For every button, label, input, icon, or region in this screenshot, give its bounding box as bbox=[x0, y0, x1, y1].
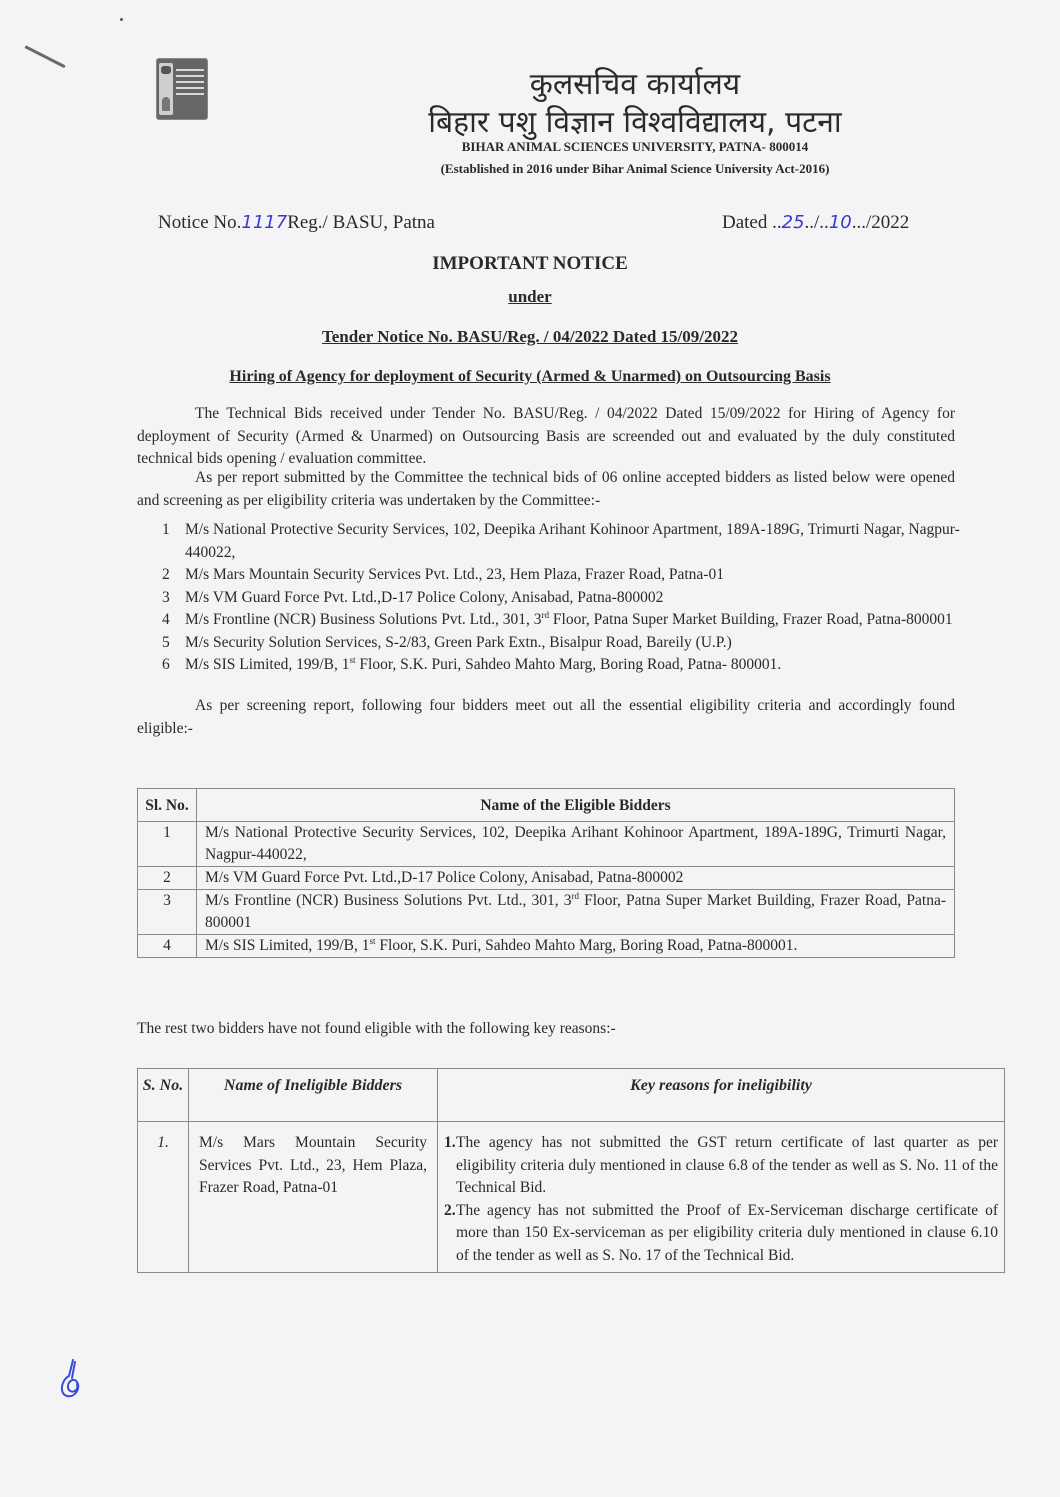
hindi-university-name: बिहार पशु विज्ञान विश्वविद्यालय, पटना bbox=[428, 105, 842, 140]
ineligible-bidders-table bbox=[137, 1068, 1005, 1273]
paragraph-committee-report: As per report submitted by the Committee the technical bids of 06 online accepted bidders as listed below were opened and screening as per eligibility criteria was undertaken by the Committee:- bbox=[137, 469, 955, 509]
establishment-note: (Established in 2016 under Bihar Animal Science University Act-2016) bbox=[440, 161, 830, 176]
important-notice-heading: IMPORTANT NOTICE bbox=[432, 253, 628, 274]
paragraph-screening-report: As per screening report, following four bidders meet out all the essential eligibility criteria and accordingly found eligible:- bbox=[137, 697, 955, 737]
reason-item: 2. The agency has not submitted the Proof of Ex-Serviceman discharge certificate of more than 150 Ex-serviceman as per eligibility criteria duly mentioned in clause 6.10 of the tender as well as S. No. 17 of the Technical Bid. bbox=[444, 1201, 998, 1264]
column-header-reasons: Key reasons for ineligibility bbox=[438, 1069, 1005, 1122]
list-item: 2 M/s Mars Mountain Security Services Pvt. Ltd., 23, Hem Plaza, Frazer Road, Patna-01 bbox=[162, 566, 724, 583]
reasons-cell bbox=[438, 1122, 1005, 1273]
handwritten-day: 25 bbox=[781, 212, 805, 233]
signature-initials bbox=[55, 1358, 85, 1402]
paragraph-technical-bids: The Technical Bids received under Tender No. BASU/Reg. / 04/2022 Dated 15/09/2022 for Hiring of Agency for deployment of Security (Armed & Unarmed) on Outsourcing Basis are screended out and evaluated by the duly constituted technical bids opening / evaluation committee. bbox=[137, 405, 955, 467]
eligible-bidders-table bbox=[137, 788, 955, 958]
table-row: 4 M/s SIS Limited, 199/B, 1st Floor, S.K. Puri, Sahdeo Mahto Marg, Boring Road, Patna-800001. bbox=[138, 935, 955, 958]
hiring-heading: Hiring of Agency for deployment of Security (Armed & Unarmed) on Outsourcing Basis bbox=[229, 368, 831, 385]
scan-dot bbox=[120, 18, 123, 21]
table-header-row bbox=[138, 789, 955, 822]
column-header-sl-no: Sl. No. bbox=[138, 789, 197, 822]
table-row: 2 M/s VM Guard Force Pvt. Ltd.,D-17 Police Colony, Anisabad, Patna-800002 bbox=[138, 867, 955, 890]
paragraph-ineligible-intro: The rest two bidders have not found eligible with the following key reasons:- bbox=[137, 1020, 616, 1037]
column-header-name: Name of the Eligible Bidders bbox=[197, 789, 955, 822]
list-item: 4 M/s Frontline (NCR) Business Solutions Pvt. Ltd., 301, 3rd Floor, Patna Super Market Building, Frazer Road, Patna-800001 bbox=[162, 609, 953, 628]
table-row: 1. M/s Mars Mountain Security Services Pvt. Ltd., 23, Hem Plaza, Frazer Road, Patna-01 1. The agency has not submitted the GST return certificate of last quarter as per eligibility criteria duly mentioned in clause 6.8 of the tender as well as S. No. 11 of the Technical Bid. 2. The agency has not submitted the Proof of Ex-Serviceman discharge certificate of more than 150 Ex-serviceman as per eligibility criteria duly mentioned in clause 6.10 of the tender as well as S. No. 17 of the Technical Bid. bbox=[138, 1122, 1005, 1273]
reason-item: 1. The agency has not submitted the GST return certificate of last quarter as per eligibility criteria duly mentioned in clause 6.8 of the tender as well as S. No. 11 of the Technical Bid. bbox=[444, 1134, 998, 1197]
list-item: 5 M/s Security Solution Services, S-2/83, Green Park Extn., Bisalpur Road, Bareily (U.P.) bbox=[162, 633, 732, 651]
column-header-s-no: S. No. bbox=[138, 1069, 189, 1122]
dated-prefix: Dated .. bbox=[722, 212, 782, 233]
tender-notice-heading: Tender Notice No. BASU/Reg. / 04/2022 Dated 15/09/2022 bbox=[321, 327, 739, 346]
table-row: 1 M/s National Protective Security Services, 102, Deepika Arihant Kohinoor Apartment, 189A-189G, Trimurti Nagar, Nagpur-440022, bbox=[138, 822, 955, 867]
table-row: 3 M/s Frontline (NCR) Business Solutions Pvt. Ltd., 301, 3rd Floor, Patna Super Market Building, Frazer Road, Patna-800001 bbox=[138, 890, 955, 935]
notice-date bbox=[722, 212, 909, 234]
handwritten-month: 10 bbox=[828, 212, 852, 233]
table-header-row bbox=[138, 1069, 1005, 1122]
handwritten-notice-number: 1117 bbox=[241, 212, 288, 233]
notice-number bbox=[158, 212, 435, 234]
notice-prefix: Notice No. bbox=[158, 212, 242, 233]
dated-suffix: .../2022 bbox=[851, 212, 910, 233]
dated-mid: ../.. bbox=[804, 212, 829, 233]
hindi-office-title: कुलसचिव कार्यालय bbox=[529, 67, 741, 102]
english-university-name: BIHAR ANIMAL SCIENCES UNIVERSITY, PATNA- 800014 bbox=[461, 139, 809, 154]
list-item: 3 M/s VM Guard Force Pvt. Ltd.,D-17 Police Colony, Anisabad, Patna-800002 bbox=[162, 588, 664, 606]
notice-suffix: Reg./ BASU, Patna bbox=[287, 212, 435, 233]
column-header-ineligible-name: Name of Ineligible Bidders bbox=[189, 1069, 438, 1122]
list-item: 1 M/s National Protective Security Services, 102, Deepika Arihant Kohinoor Apartment, 189A-189G, Trimurti Nagar, Nagpur-440022, bbox=[162, 521, 960, 561]
bidders-list bbox=[162, 519, 962, 677]
list-item: 6 M/s SIS Limited, 199/B, 1st Floor, S.K. Puri, Sahdeo Mahto Marg, Boring Road, Patna- 800001. bbox=[162, 654, 782, 673]
under-heading: under bbox=[508, 287, 552, 306]
